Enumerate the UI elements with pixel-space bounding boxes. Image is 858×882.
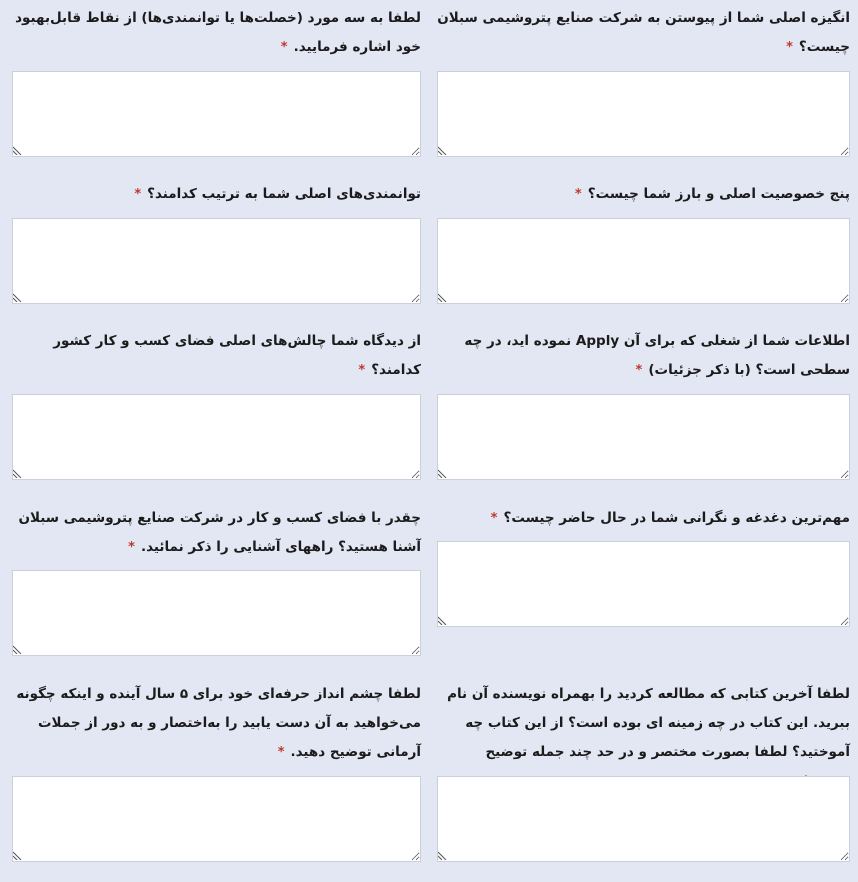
required-asterisk: * [786,40,793,55]
question-career-vision [12,680,421,767]
required-asterisk: * [277,745,285,760]
question-label: انگیزه اصلی شما از پیوستن به شرکت صنایع پتروشیمی سبلان چیست؟* [437,10,850,55]
question-label: از دیدگاه شما چالش‌های اصلی فضای کسب و کار کشور کدامند؟* [53,333,421,378]
required-asterisk: * [358,363,366,378]
question-main-concern [437,504,850,533]
answer-company-familiarity[interactable] [12,570,421,656]
required-asterisk: * [635,363,643,378]
question-label: چقدر با فضای کسب و کار در شرکت صنایع پتروشیمی سبلان آشنا هستید؟ راههای آشنایی را ذکر نمائید.* [18,510,421,555]
question-label: اطلاعات شما از شغلی که برای آن Apply نموده اید، در چه سطحی است؟ (با ذکر جزئیات)* [464,333,850,378]
question-company-familiarity [12,504,421,562]
question-label: لطفا به سه مورد (خصلت‌ها یا توانمندی‌ها) از نقاط قابل‌بهبود خود اشاره فرمایید.* [15,10,421,55]
answer-five-traits[interactable] [437,218,850,304]
question-motivation [437,4,850,62]
answer-career-vision[interactable] [12,776,421,862]
answer-job-knowledge[interactable] [437,394,850,480]
question-label: پنج خصوصیت اصلی و بارز شما چیست؟* [574,186,850,202]
required-asterisk: * [128,540,135,555]
answer-last-book[interactable] [437,776,850,862]
question-label: لطفا آخرین کتابی که مطالعه کردید را بهمراه نویسنده آن نام ببرید. این کتاب در چه زمینه ای بوده است؟ از این کتاب چه آموختید؟ لطفا بصورت مختصر و در حد چند جمله توضیح [437,680,850,796]
question-business-challenges [12,327,421,385]
required-asterisk: * [490,511,498,526]
required-asterisk: * [574,187,582,202]
question-label: توانمندی‌های اصلی شما به ترتیب کدامند؟* [134,186,421,202]
question-job-knowledge [437,327,850,385]
required-asterisk: * [134,187,142,202]
question-five-traits [437,180,850,209]
question-label: مهم‌ترین دغدغه و نگرانی شما در حال حاضر چیست؟* [490,510,850,526]
answer-main-concern[interactable] [437,541,850,627]
question-strengths [12,180,421,209]
answer-strengths[interactable] [12,218,421,304]
answer-motivation[interactable] [437,71,850,157]
answer-business-challenges[interactable] [12,394,421,480]
question-label: لطفا چشم انداز حرفه‌ای خود برای ۵ سال آینده و اینکه چگونه می‌خواهید به آن دست یابید را به‌اختصار و به دور از جملات آرمانی توضیح دهید.* [16,686,421,760]
question-improvement-points [12,4,421,62]
required-asterisk: * [280,40,288,55]
answer-improvement-points[interactable] [12,71,421,157]
